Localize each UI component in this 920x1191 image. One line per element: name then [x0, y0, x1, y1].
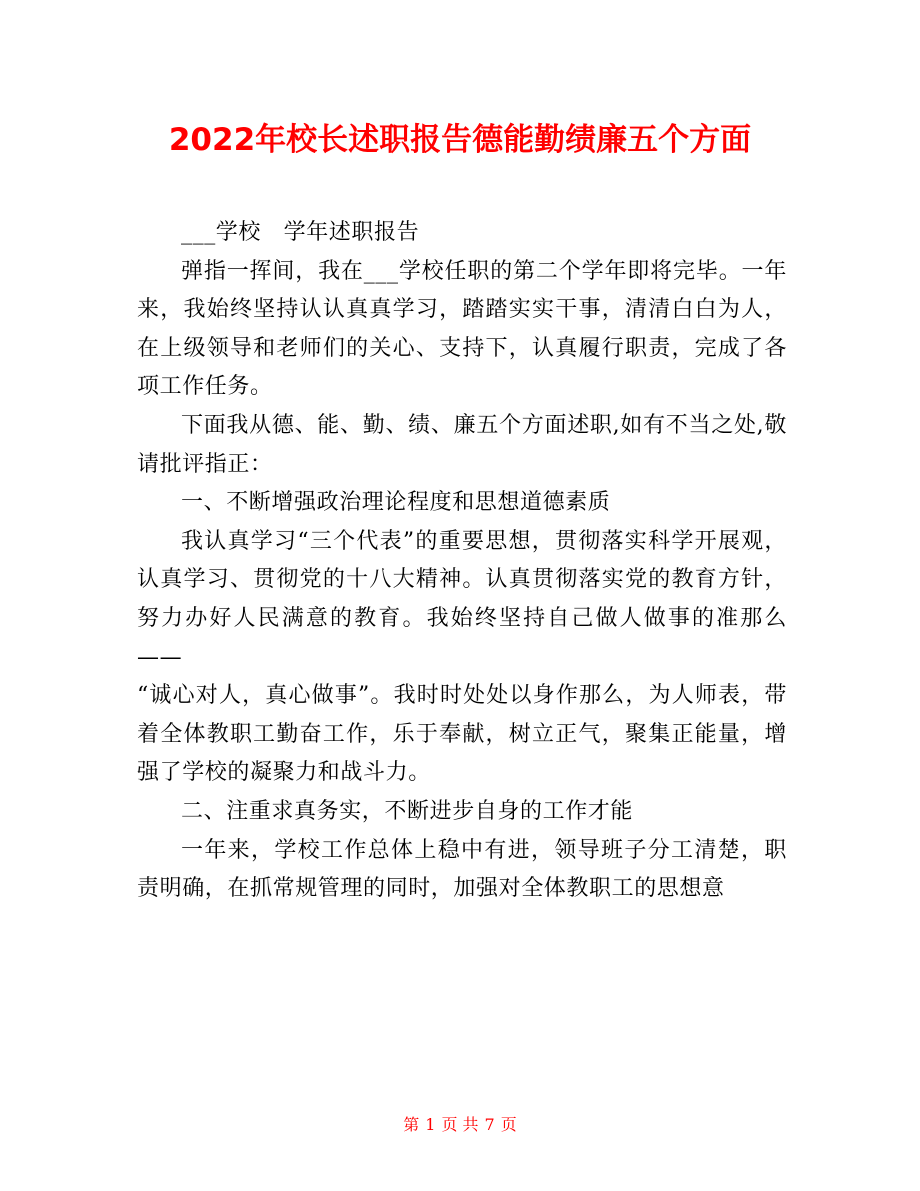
document-title: 2022年校长述职报告德能勤绩廉五个方面 — [168, 122, 752, 158]
section-1-continued-paragraph: “诚心对人，真心做事”。我时时处处以身作那么，为人师表，带着全体教职工勤奋工作，乐于奉献，树立正气，聚集正能量，增强了学校的凝聚力和战斗力。 — [137, 683, 787, 786]
section-2-paragraph: 一年来，学校工作总体上稳中有进，领导班子分工清楚，职责明确，在抓常规管理的同时，加强对全体教职工的思想意 — [137, 837, 787, 902]
footer-total-pages: 7 — [484, 1115, 495, 1134]
footer-current-page: 1 — [425, 1115, 436, 1134]
preface-paragraph: 下面我从德、能、勤、绩、廉五个方面述职,如有不当之处,敬请批评指正： — [137, 412, 787, 477]
page-footer — [0, 1113, 920, 1137]
section-heading-1: 一、不断增强政治理论程度和思想道德素质 — [181, 490, 611, 516]
footer-prefix: 第 — [403, 1115, 420, 1134]
footer-suffix: 页 — [500, 1115, 517, 1134]
footer-middle: 页 共 — [441, 1115, 479, 1134]
section-heading-2: 二、注重求真务实，不断进步自身的工作才能 — [181, 798, 634, 824]
report-heading: ___学校 学年述职报告 — [181, 220, 420, 245]
intro-paragraph: 弹指一挥间，我在___学校任职的第二个学年即将完毕。一年来，我始终坚持认认真真学习，踏踏实实干事，清清白白为人，在上级领导和老师们的关心、支持下，认真履行职责，完成了各项工作任务。 — [137, 258, 787, 400]
document-body — [137, 214, 787, 909]
section-1-paragraph: 我认真学习“三个代表”的重要思想，贯彻落实科学开展观，认真学习、贯彻党的十八大精神。认真贯彻落实党的教育方针，努力办好人民满意的教育。我始终坚持自己做人做事的准那么—— — [137, 528, 787, 670]
